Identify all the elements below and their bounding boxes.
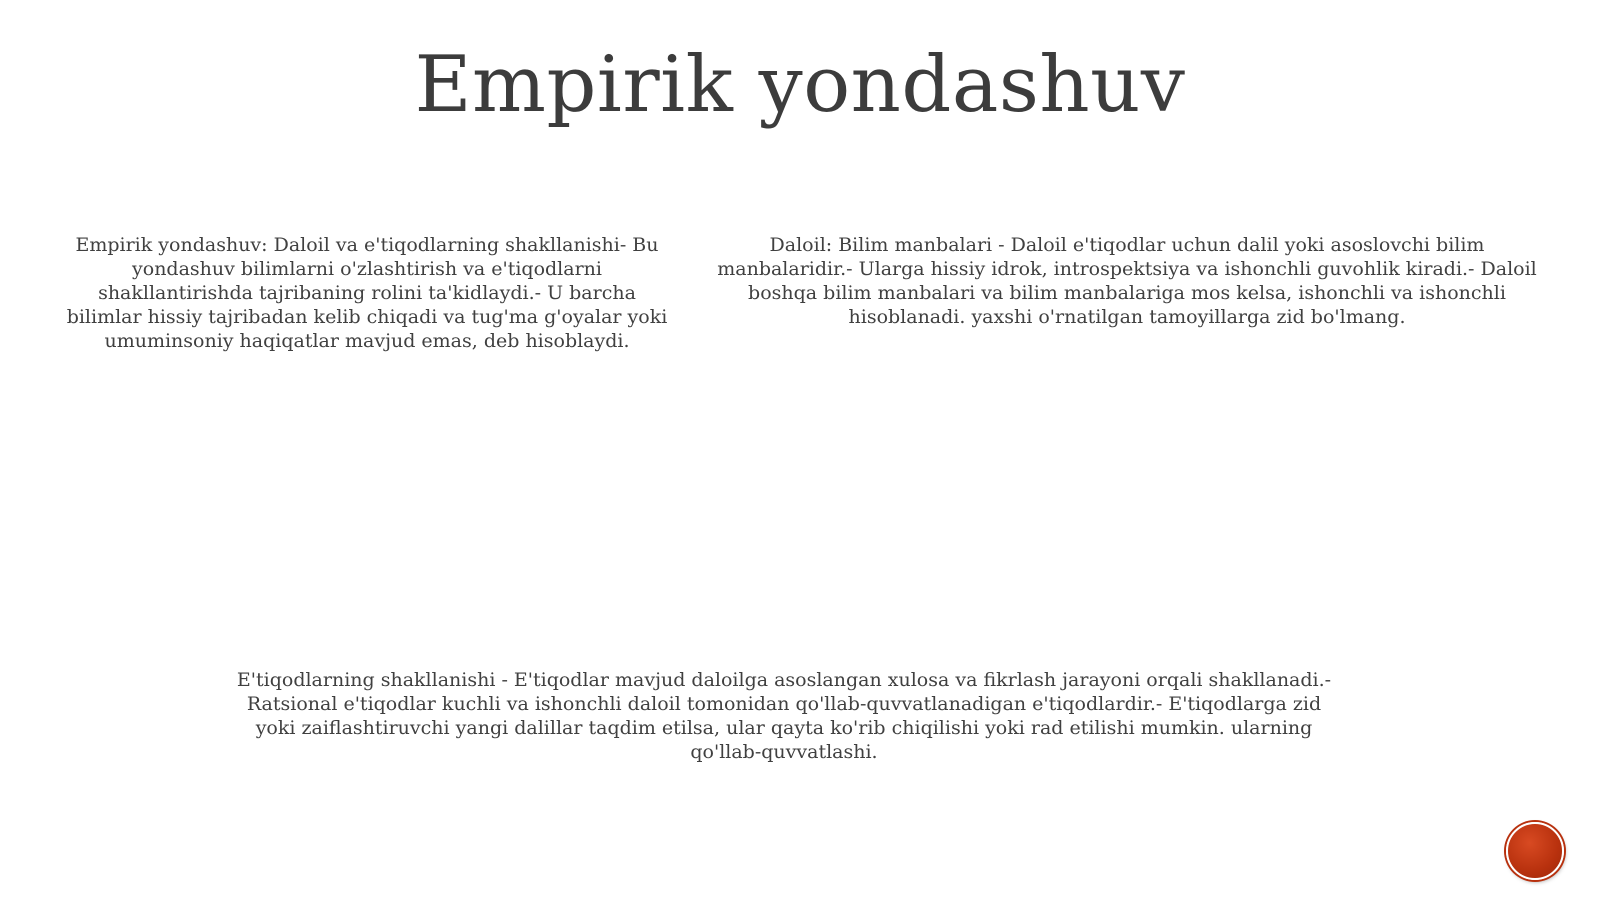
text-block-evidence-sources: Daloil: Bilim manbalari - Daloil e'tiqodlar uchun dalil yoki asoslovchi bilim manbalaridir.- Ularga hissiy idrok, introspektsiya va ishonchli guvohlik kiradi.- Daloil boshqa bilim manbalari va bilim manbalariga mos kelsa, ishonchli va ishonchli hisoblanadi. yaxshi o'rnatilgan tamoyillarga zid bo'lmang. xyxy=(717,234,1537,328)
slide-title: Empirik yondashuv xyxy=(414,40,1186,130)
text-block-empirical-approach: Empirik yondashuv: Daloil va e'tiqodlarning shakllanishi- Bu yondashuv bilimlarni o'zlashtirish va e'tiqodlarni shakllantirishda tajribaning rolini ta'kidlaydi.- U barcha bilimlar hissiy tajribadan kelib chiqadi va tug'ma g'oyalar yoki umuminsoniy haqiqatlar mavjud emas, deb hisoblaydi. xyxy=(66,234,668,352)
text-block-belief-formation: E'tiqodlarning shakllanishi - E'tiqodlar mavjud daloilga asoslangan xulosa va fikrlash jarayoni orqali shakllanadi.- Ratsional e'tiqodlar kuchli va ishonchli daloil tomonidan qo'llab-quvvatlanadigan e'tiqodlardir.- E'tiqodlarga zid yoki zaiflashtiruvchi yangi dalillar taqdim etilsa, ular qayta ko'rib chiqilishi yoki rad etilishi mumkin. ularning qo'llab-quvvatlashi. xyxy=(236,669,1332,763)
slide-nav-button[interactable] xyxy=(1506,822,1564,880)
